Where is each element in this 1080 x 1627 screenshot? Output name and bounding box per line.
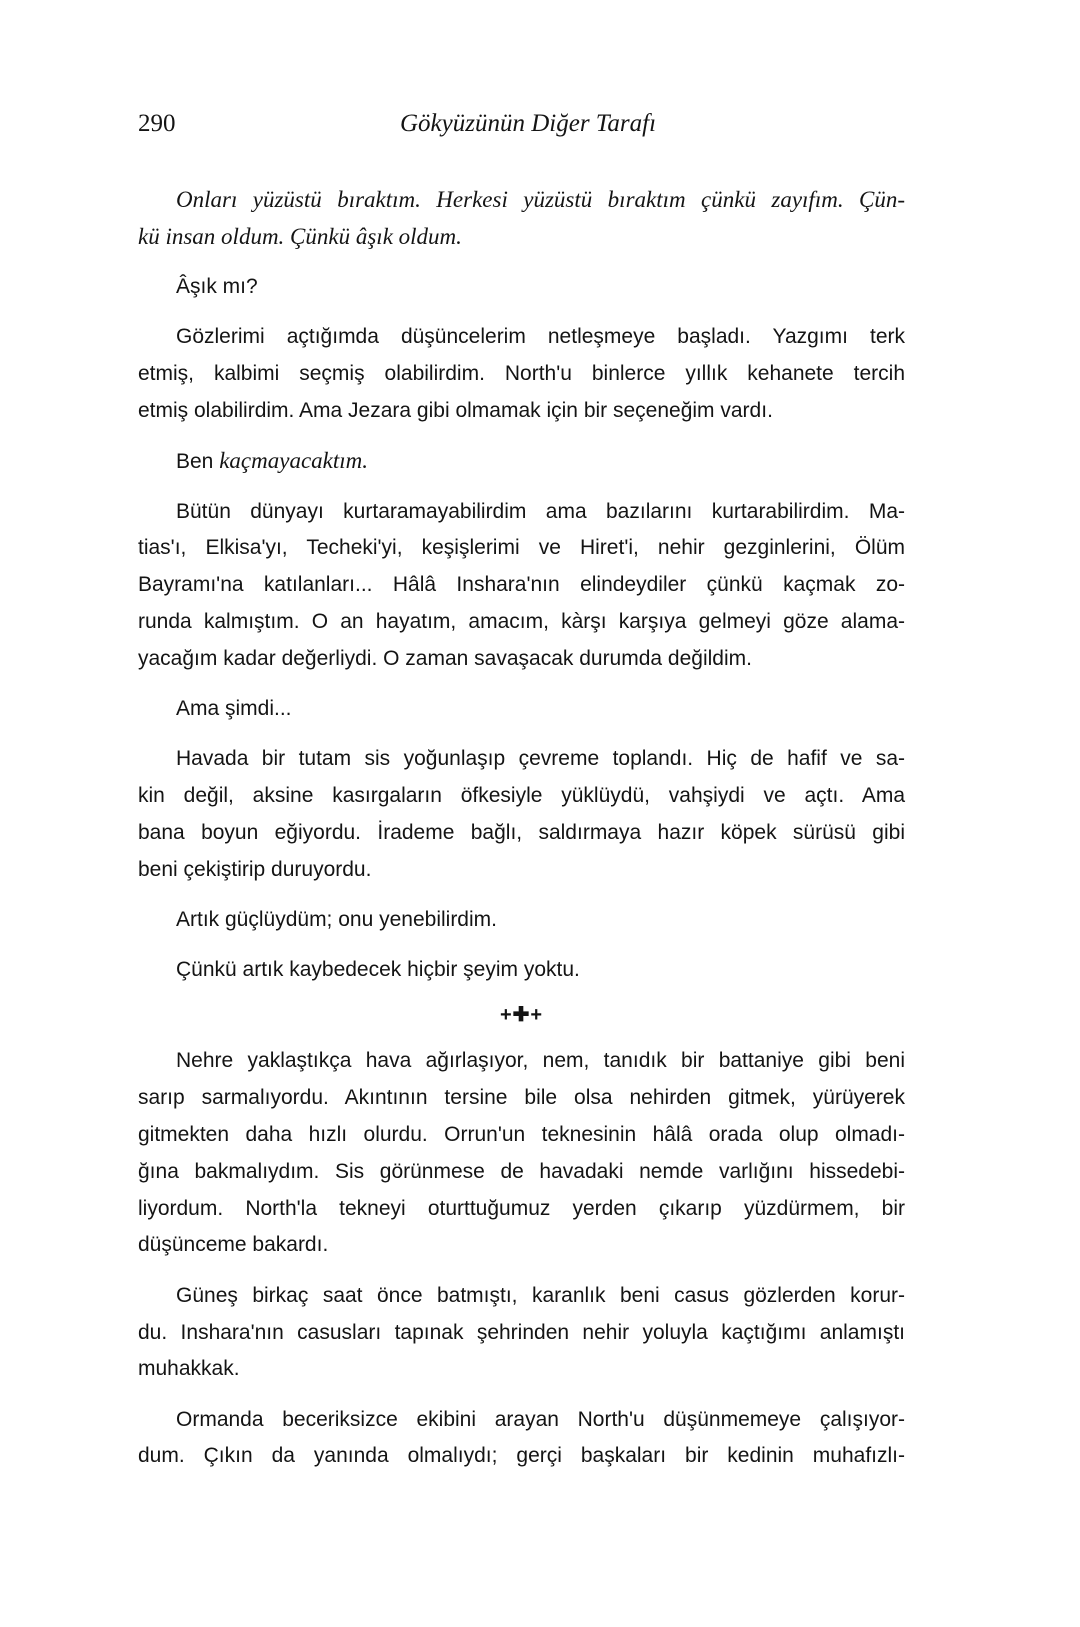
text-line: Artık güçlüydüm; onu yenebilirdim.: [176, 908, 497, 932]
text-line: [138, 443, 905, 480]
running-title: Gökyüzünün Diğer Tarafı: [400, 110, 657, 137]
paragraph: [138, 691, 905, 728]
paragraph: [138, 902, 905, 939]
text-line: gitmekten daha hızlı olurdu. Orrun'un teknesinin hâlâ orada olup olmadı-: [138, 1123, 905, 1147]
text-line: Çünkü artık kaybedecek hiçbir şeyim yoktu.: [176, 958, 580, 982]
paragraph: [138, 1043, 905, 1264]
text-line: muhakkak.: [138, 1357, 240, 1381]
paragraph: [138, 952, 905, 989]
paragraph: [138, 741, 905, 888]
emphasized-text: kaçmayacaktım.: [219, 448, 368, 474]
paragraph: [138, 494, 905, 678]
text-line: Gözlerimi açtığımda düşüncelerim netleşmeye başladı. Yazgımı terk: [176, 325, 905, 349]
text-line: beni çekiştirip duruyordu.: [138, 857, 372, 881]
text-line: etmiş olabilirdim. Ama Jezara gibi olmamak için bir seçeneğim vardı.: [138, 398, 773, 422]
text-segment: Ben: [176, 450, 220, 474]
text-line: sarıp sarmalıyordu. Akıntının tersine bile olsa nehirden gitmek, yürüyerek: [138, 1086, 905, 1110]
paragraph: [138, 443, 905, 480]
text-line: Ama şimdi...: [176, 697, 292, 721]
page-body: [138, 182, 905, 1489]
text-line: Güneş birkaç saat önce batmıştı, karanlık beni casus gözlerden korur-: [176, 1283, 905, 1307]
text-line: Bütün dünyayı kurtaramayabilirdim ama bazılarını kurtarabilirdim. Ma-: [176, 499, 905, 523]
paragraph: [138, 182, 905, 256]
section-separator: +✚+: [499, 1003, 544, 1026]
text-line: düşünceme bakardı.: [138, 1233, 329, 1257]
page-number: 290: [138, 110, 176, 137]
paragraph: [138, 269, 905, 306]
text-line: du. Inshara'nın casusları tapınak şehrinden nehir yoluyla kaçtığımı anlamıştı: [138, 1320, 905, 1344]
text-line: Onları yüzüstü bıraktım. Herkesi yüzüstü bıraktım çünkü zayıfım. Çün-: [176, 187, 905, 212]
paragraph: [138, 1402, 905, 1476]
text-line: Bayramı'na katılanları... Hâlâ Inshara'nın elindeydiler çünkü kaçmak zo-: [138, 573, 905, 597]
text-line: etmiş, kalbimi seçmiş olabilirdim. North'u binlerce yıllık kehanete tercih: [138, 362, 905, 386]
text-line: Âşık mı?: [176, 275, 258, 299]
text-line: Havada bir tutam sis yoğunlaşıp çevreme toplandı. Hiç de hafif ve sa-: [176, 747, 905, 771]
page-header: [138, 110, 905, 146]
text-line: liyordum. North'la tekneyi oturttuğumuz yerden çıkarıp yüzdürmem, bir: [138, 1196, 905, 1220]
text-line: tias'ı, Elkisa'yı, Techeki'yi, keşişlerimi ve Hiret'i, nehir gezginlerini, Ölüm: [138, 536, 905, 560]
text-line: dum. Çıkın da yanında olmalıydı; gerçi başkaları bir kedinin muhafızlı-: [138, 1444, 905, 1468]
text-line: ğına bakmalıydım. Sis görünmese de havadaki nemde varlığını hissedebi-: [138, 1159, 905, 1183]
text-line: Nehre yaklaştıkça hava ağırlaşıyor, nem, tanıdık bir battaniye gibi beni: [176, 1049, 905, 1073]
paragraph: [138, 319, 905, 429]
text-line: yacağım kadar değerliydi. O zaman savaşacak durumda değildim.: [138, 646, 752, 670]
text-line: runda kalmıştım. O an hayatım, amacım, kàrşı karşıya gelmeyi göze alama-: [138, 609, 905, 633]
paragraph: [138, 1278, 905, 1388]
text-line: kü insan oldum. Çünkü âşık oldum.: [138, 223, 462, 249]
text-line: bana boyun eğiyordu. İrademe bağlı, saldırmaya hazır köpek sürüsü gibi: [138, 820, 905, 844]
text-line: Ormanda beceriksizce ekibini arayan North'u düşünmemeye çalışıyor-: [176, 1407, 905, 1431]
text-line: kin değil, aksine kasırgaların öfkesiyle yüklüydü, vahşiydi ve açtı. Ama: [138, 784, 905, 808]
